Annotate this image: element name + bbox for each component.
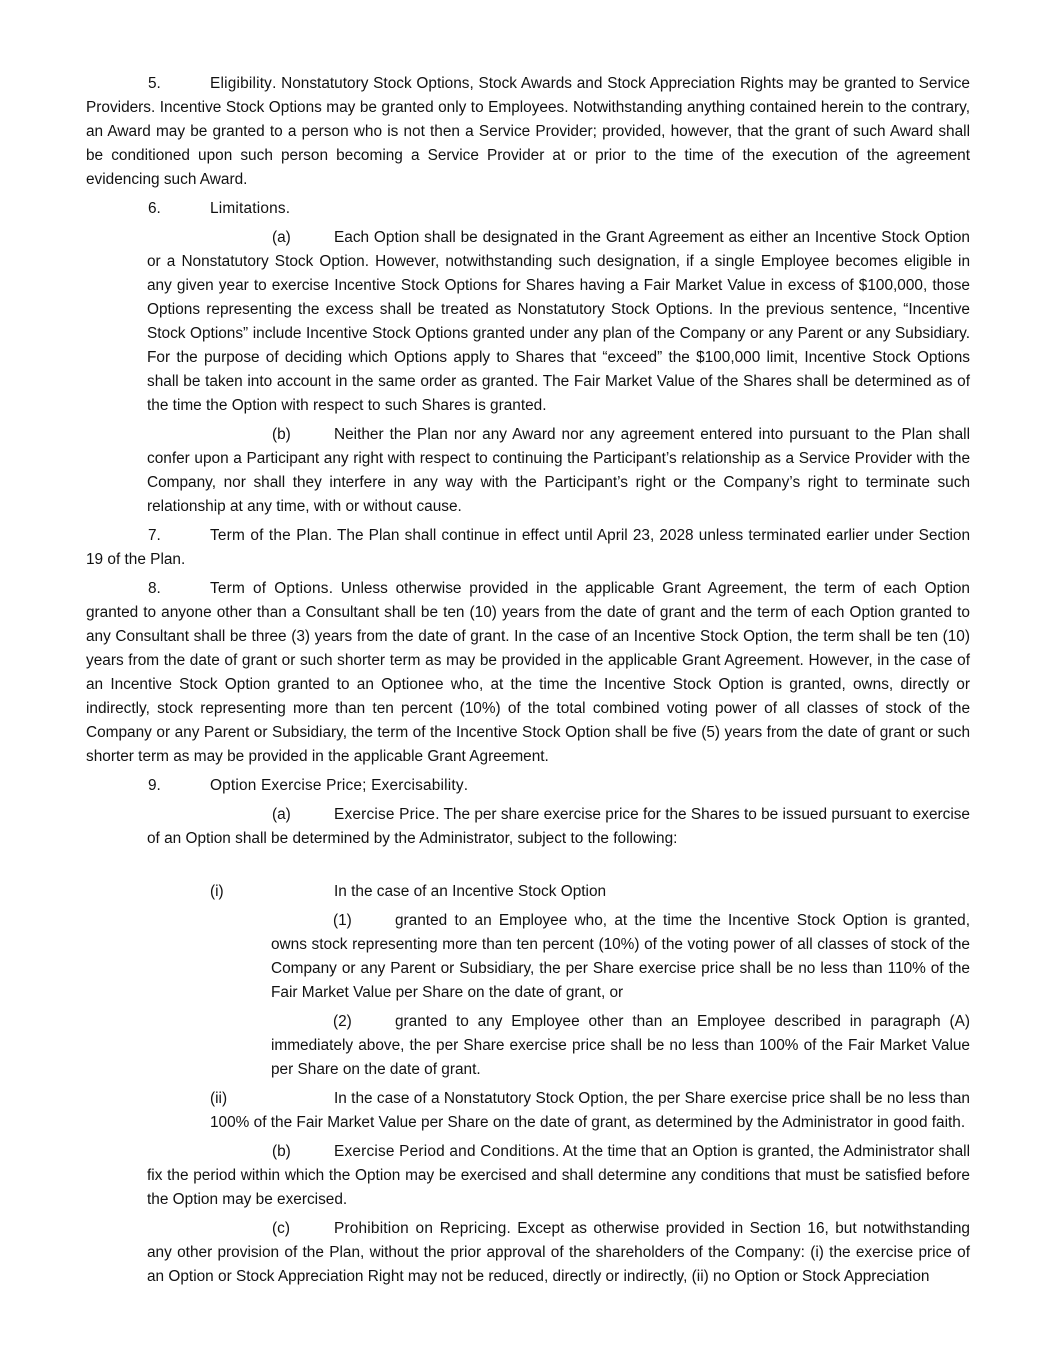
subsection-text: . The per share exercise price for the Shares to be issued pursuant to exercise of an Option shall be determined by the Administrator, subject to the following: — [147, 806, 970, 847]
clause-number: (i) — [210, 883, 224, 900]
section-9a-i-2 — [271, 1010, 970, 1082]
subsection-heading: Exercise Price — [334, 806, 436, 823]
subsection-number: (a) — [272, 229, 291, 246]
subsection-text: . Except as otherwise provided in Section 16, but notwithstanding any other provision of the Plan, without the prior approval of the shareholders of the Company: (i) the exercise price of an Option or Stock Appreciation Right may not be reduced, directly or indirectly, (ii) no Option or Stock Appreciation — [147, 1220, 970, 1285]
section-heading: Limitations — [210, 200, 286, 217]
section-9c — [147, 1217, 970, 1289]
section-9a-i-1 — [271, 909, 970, 1005]
section-6a — [147, 226, 970, 418]
section-number: 9. — [148, 777, 161, 794]
section-7 — [86, 524, 970, 572]
section-heading: Term of Options — [210, 580, 329, 597]
subsection-number: (b) — [272, 426, 291, 443]
section-9 — [86, 774, 970, 798]
subsection-heading: Prohibition on Repricing — [334, 1220, 507, 1237]
subsection-text: Neither the Plan nor any Award nor any agreement entered into pursuant to the Plan shall confer upon a Participant any right with respect to continuing the Participant’s relationship as a Service Provider with the Company, nor shall they interfere in any way with the Participant’s right or the Company’s right to terminate such relationship at any time, with or without cause. — [147, 426, 970, 515]
subsection-text: Each Option shall be designated in the Grant Agreement as either an Incentive Stock Option or a Nonstatutory Stock Option. However, notwithstanding such designation, if a single Employee becomes eligible in any given year to exercise Incentive Stock Options for Shares having a Fair Market Value in excess of $100,000, those Options representing the excess shall be treated as Nonstatutory Stock Options. In the previous sentence, “Incentive Stock Options” include Incentive Stock Options granted under any plan of the Company or any Parent or any Subsidiary. For the purpose of deciding which Options apply to Shares that “exceed” the $100,000 limit, Incentive Stock Options shall be taken into account in the same order as granted. The Fair Market Value of the Shares shall be determined as of the time the Option with respect to such Shares is granted. — [147, 229, 970, 414]
document-page — [86, 72, 970, 1289]
subsection-number: (b) — [272, 1143, 291, 1160]
section-9a — [147, 803, 970, 851]
section-6 — [86, 197, 970, 221]
section-8 — [86, 577, 970, 769]
clause-number: (ii) — [210, 1090, 228, 1107]
section-heading: Option Exercise Price; Exercisability — [210, 777, 464, 794]
section-text: . The Plan shall continue in effect until April 23, 2028 unless terminated earlier under Section 19 of the Plan. — [86, 527, 971, 568]
clause-text: In the case of an Incentive Stock Option — [334, 883, 607, 900]
section-heading: Eligibility — [210, 75, 273, 92]
section-9a-ii — [210, 1087, 970, 1135]
item-text: granted to an Employee who, at the time the Incentive Stock Option is granted, owns stock representing more than ten percent (10%) of the voting power of all classes of stock of the Company or any Parent or Subsidiary, the per Share exercise price shall be no less than 110% of the Fair Market Value per Share on the date of grant, or — [271, 912, 970, 1001]
subsection-number: (a) — [272, 806, 291, 823]
section-text: . Nonstatutory Stock Options, Stock Awards and Stock Appreciation Rights may be granted to Service Providers. Incentive Stock Options may be granted only to Employees. Notwithstanding anything contained herein to the contrary, an Award may be granted to a person who is not then a Service Provider; provided, however, that the grant of such Award shall be conditioned upon such person becoming a Service Provider at or prior to the time of the execution of the agreement evidencing such Award. — [86, 75, 970, 188]
subsection-text: . At the time that an Option is granted, the Administrator shall fix the period within which the Option may be exercised and shall determine any conditions that must be satisfied before the Option may be exercised. — [147, 1143, 971, 1208]
section-number: 7. — [148, 527, 161, 544]
section-text: . — [463, 777, 469, 794]
item-number: (1) — [333, 912, 352, 929]
section-number: 5. — [148, 75, 161, 92]
section-5 — [86, 72, 970, 192]
section-text: . Unless otherwise provided in the applicable Grant Agreement, the term of each Option granted to anyone other than a Consultant shall be ten (10) years from the date of grant and the term of each Option granted to any Consultant shall be three (3) years from the date of grant. In the case of an Incentive Stock Option, the term shall be ten (10) years from the date of grant or such shorter term as may be provided in the applicable Grant Agreement. However, in the case of an Incentive Stock Option granted to an Optionee who, at the time the Incentive Stock Option is granted, owns, directly or indirectly, stock representing more than ten percent (10%) of the total combined voting power of all classes of stock of the Company or any Parent or Subsidiary, the term of the Incentive Stock Option shall be five (5) years from the date of grant or such shorter term as may be provided in the applicable Grant Agreement. — [86, 580, 970, 765]
section-9a-i — [210, 880, 970, 904]
section-9b — [147, 1140, 970, 1212]
subsection-heading: Exercise Period and Conditions — [334, 1143, 555, 1160]
clause-text: In the case of a Nonstatutory Stock Option, the per Share exercise price shall be no less than 100% of the Fair Market Value per Share on the date of grant, as determined by the Administrator in good faith. — [210, 1090, 970, 1131]
item-text: granted to any Employee other than an Employee described in paragraph (A) immediately above, the per Share exercise price shall be no less than 100% of the Fair Market Value per Share on the date of grant. — [271, 1013, 970, 1078]
section-heading: Term of the Plan — [210, 527, 328, 544]
section-6b — [147, 423, 970, 519]
subsection-number: (c) — [272, 1220, 290, 1237]
section-text: . — [285, 200, 291, 217]
item-number: (2) — [333, 1013, 352, 1030]
section-number: 6. — [148, 200, 161, 217]
section-number: 8. — [148, 580, 161, 597]
